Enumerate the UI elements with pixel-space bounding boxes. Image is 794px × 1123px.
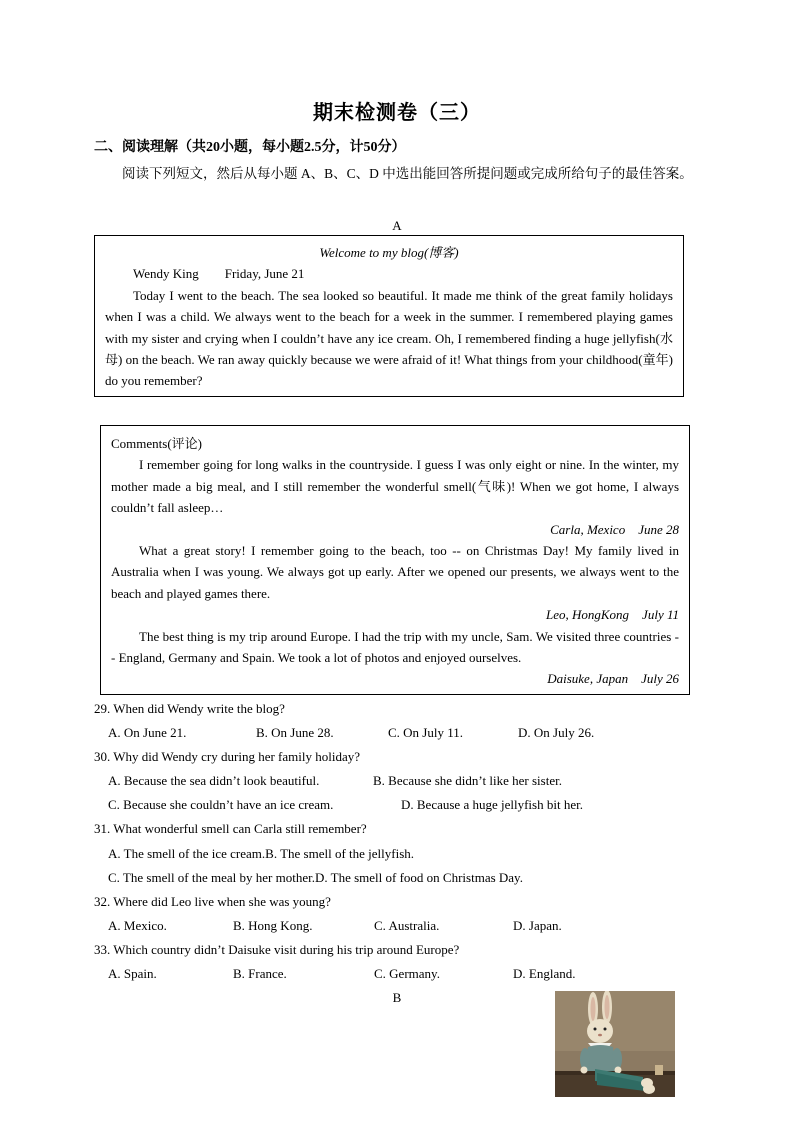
rabbit-toy-photo xyxy=(555,991,675,1097)
blog-author-line: Wendy King Friday, June 21 xyxy=(133,266,305,282)
comment-text: What a great story! I remember going to the beach, too -- on Christmas Day! My family lived in Australia when I was young. We always got up early. After we opened our presents, we always went to the beach and played games there. xyxy=(111,543,679,601)
option-31-cd[interactable]: C. The smell of the meal by her mother.D. The smell of food on Christmas Day. xyxy=(108,870,523,885)
question-30: 30. Why did Wendy cry during her family holiday? xyxy=(94,749,360,764)
comments-heading: Comments(评论) xyxy=(111,436,202,451)
option-31-ab[interactable]: A. The smell of the ice cream.B. The smell of the jellyfish. xyxy=(108,846,415,861)
option-32-a[interactable]: A. Mexico. xyxy=(108,918,167,933)
option-33-c[interactable]: C. Germany. xyxy=(374,966,440,981)
comment-signature: Carla, Mexico June 28 xyxy=(550,521,679,537)
option-30-d[interactable]: D. Because a huge jellyfish bit her. xyxy=(401,797,583,812)
option-30-b[interactable]: B. Because she didn’t like her sister. xyxy=(373,773,562,788)
option-29-d[interactable]: D. On July 26. xyxy=(518,725,595,740)
option-33-d[interactable]: D. England. xyxy=(513,966,576,981)
option-30-a[interactable]: A. Because the sea didn’t look beautiful. xyxy=(108,773,320,788)
comment-signature: Leo, HongKong July 11 xyxy=(546,607,679,623)
option-32-c[interactable]: C. Australia. xyxy=(374,918,440,933)
blog-box xyxy=(94,235,684,397)
option-29-b[interactable]: B. On June 28. xyxy=(256,725,334,740)
passage-a-label: A xyxy=(392,218,402,233)
option-32-d[interactable]: D. Japan. xyxy=(513,918,562,933)
option-29-c[interactable]: C. On July 11. xyxy=(388,725,463,740)
option-33-b[interactable]: B. France. xyxy=(233,966,287,981)
question-33: 33. Which country didn’t Daisuke visit during his trip around Europe? xyxy=(94,942,460,957)
option-29-a[interactable]: A. On June 21. xyxy=(108,725,187,740)
option-30-c[interactable]: C. Because she couldn’t have an ice cream. xyxy=(108,797,334,812)
page-title: 期末检测卷（三） xyxy=(313,102,481,124)
section-heading: 二、阅读理解（共20小题，每小题2.5分，计50分） xyxy=(94,140,406,155)
blog-heading: Welcome to my blog(博客) xyxy=(319,245,459,260)
comment-text: The best thing is my trip around Europe. I had the trip with my uncle, Sam. We visited three countries -- England, Germany and Spain. We took a lot of photos and enjoyed ourselves. xyxy=(111,628,679,666)
option-33-a[interactable]: A. Spain. xyxy=(108,966,157,981)
comment-text: I remember going for long walks in the countryside. I guess I was only eight or nine. In the winter, my mother made a big meal, and I still remember the wonderful smell(气味)! When we got home, I always couldn’t fall asleep… xyxy=(111,457,679,516)
comments-box xyxy=(100,425,690,695)
option-32-b[interactable]: B. Hong Kong. xyxy=(233,918,313,933)
passage-b-label: B xyxy=(392,990,402,1005)
question-31: 31. What wonderful smell can Carla still remember? xyxy=(94,821,367,836)
blog-body: Today I went to the beach. The sea looked so beautiful. It made me think of the great family holidays when I was a child. We always went to the beach for a week in the summer. I remembered playing games with my sister and crying when I couldn’t have any ice cream. Oh, I remembered finding a huge jellyfish(水母) on the beach. We ran away quickly because we were afraid of it! What things from your childhood(童年) do you remember? xyxy=(105,287,673,389)
question-29: 29. When did Wendy write the blog? xyxy=(94,701,285,716)
comment-signature: Daisuke, Japan July 26 xyxy=(547,671,679,687)
question-32: 32. Where did Leo live when she was young? xyxy=(94,894,331,909)
instruction: 阅读下列短文，然后从每小题 A、B、C、D 中选出能回答所提问题或完成所给句子的最佳答案。 xyxy=(122,166,693,181)
rabbit-toy-illustration xyxy=(555,991,675,1097)
